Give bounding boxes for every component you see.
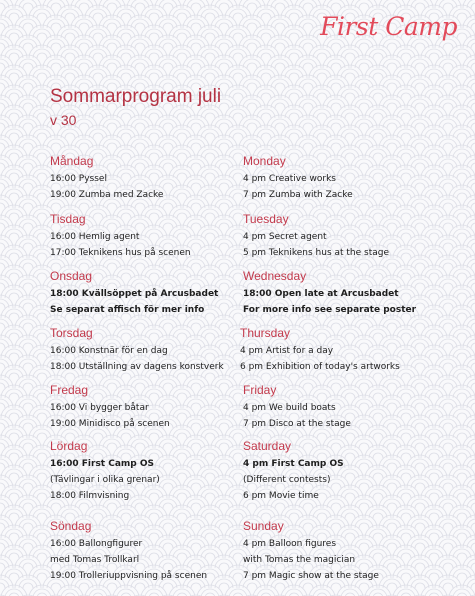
day-block-sv (50, 268, 218, 318)
day-name: Saturday (243, 439, 292, 453)
activity-line: 17:00 Teknikens hus på scenen (50, 248, 191, 258)
activity-line: 4 pm Secret agent (243, 232, 327, 242)
activity-line: 4 pm Creative works (243, 174, 336, 184)
first-camp-logo: First Camp (320, 12, 457, 41)
activity-line: 6 pm Movie time (243, 491, 319, 501)
day-block-en (243, 268, 416, 318)
day-name: Monday (243, 154, 286, 168)
activity-line: Se separat affisch för mer info (50, 305, 205, 315)
day-name: Fredag (50, 383, 89, 397)
day-block-en (243, 438, 344, 504)
activity-line: 18:00 Kvällsöppet på Arcusbadet (50, 289, 219, 299)
day-block-sv (50, 518, 207, 584)
activity-line: med Tomas Trollkarl (50, 555, 140, 565)
day-name: Wednesday (243, 269, 307, 283)
day-name: Tisdag (50, 212, 86, 226)
page-title: Sommarprogram juli (50, 86, 222, 107)
activity-line: 18:00 Utställning av dagens konstverk (50, 362, 224, 372)
activity-line: 19:00 Minidisco på scenen (50, 419, 170, 429)
activity-line: (Different contests) (243, 475, 331, 485)
day-block-en (243, 518, 379, 584)
day-name: Torsdag (50, 326, 93, 340)
activity-line: 5 pm Teknikens hus at the stage (243, 248, 390, 258)
day-block-en (240, 325, 400, 375)
day-block-sv (50, 382, 170, 432)
activity-line: 4 pm Artist for a day (240, 346, 334, 356)
activity-line: 4 pm We build boats (243, 403, 336, 413)
activity-line: 6 pm Exhibition of today's artworks (240, 362, 400, 372)
activity-line: 16:00 Vi bygger båtar (50, 403, 149, 413)
day-block-en (243, 211, 389, 261)
activity-line: 4 pm First Camp OS (243, 459, 344, 469)
activity-line: 7 pm Zumba with Zacke (243, 190, 353, 200)
day-block-en (243, 153, 353, 203)
activity-line: with Tomas the magician (243, 555, 356, 565)
week-label: v 30 (50, 112, 77, 128)
day-name: Thursday (240, 326, 291, 340)
day-block-sv (50, 211, 191, 261)
activity-line: 18:00 Filmvisning (50, 491, 130, 501)
activity-line: 16:00 Pyssel (50, 174, 107, 184)
activity-line: 16:00 First Camp OS (50, 459, 155, 469)
day-block-en (243, 382, 351, 432)
day-name: Måndag (50, 154, 94, 168)
activity-line: 18:00 Open late at Arcusbadet (243, 289, 399, 299)
day-block-sv (50, 438, 160, 504)
activity-line: 16:00 Hemlig agent (50, 232, 140, 242)
activity-line: 19:00 Zumba med Zacke (50, 190, 164, 200)
day-name: Onsdag (50, 269, 93, 283)
day-name: Tuesday (243, 212, 289, 226)
day-name: Lördag (50, 439, 88, 453)
activity-line: 7 pm Disco at the stage (243, 419, 351, 429)
day-block-sv (50, 153, 163, 203)
activity-line: 19:00 Trolleriuppvisning på scenen (50, 571, 208, 581)
day-name: Friday (243, 383, 277, 397)
activity-line: 16:00 Ballongfigurer (50, 539, 143, 549)
activity-line: 4 pm Balloon figures (243, 539, 337, 549)
activity-line: 16:00 Konstnär för en dag (50, 346, 168, 356)
activity-line: 7 pm Magic show at the stage (243, 571, 379, 581)
activity-line: For more info see separate poster (243, 305, 417, 315)
day-name: Sunday (243, 519, 284, 533)
day-name: Söndag (50, 519, 92, 533)
day-block-sv (50, 325, 224, 375)
activity-line: (Tävlingar i olika grenar) (50, 475, 160, 485)
